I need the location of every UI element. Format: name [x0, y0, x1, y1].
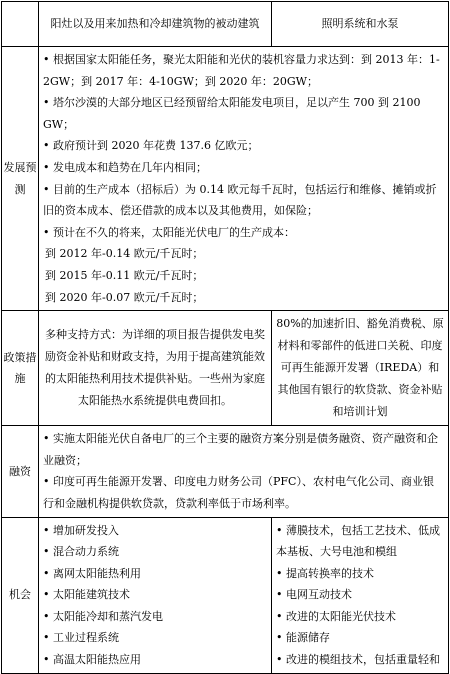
forecast-cost-line: 到 2012 年-0.14 欧元/千瓦时；	[45, 247, 204, 261]
bullet-marker: •	[43, 653, 50, 667]
bullet-marker: •	[43, 631, 50, 645]
bullet-marker: •	[43, 545, 50, 559]
opportunity-left-item	[43, 606, 267, 628]
bullet-marker: •	[276, 653, 283, 667]
forecast-cost-line: 到 2015 年-0.11 欧元/千瓦时；	[45, 268, 204, 282]
bullet-marker: •	[43, 225, 50, 239]
header-col1: 阳灶以及用来加热和冷却建筑物的被动建筑	[39, 2, 272, 47]
bullet-marker: •	[43, 432, 50, 446]
opportunity-right-item-text: 电网互动技术	[286, 588, 352, 602]
bullet-marker: •	[43, 182, 50, 196]
bullet-marker: •	[276, 566, 283, 580]
bullet-marker: •	[43, 588, 50, 602]
opportunity-left	[39, 517, 272, 673]
bullet-marker: •	[43, 566, 50, 580]
finance-item	[43, 471, 444, 514]
forecast-content	[39, 47, 449, 311]
bullet-marker: •	[43, 475, 50, 489]
policy-right: 80%的加速折旧、豁免消费税、原材料和零部件的低进口关税、印度可再生能源开发署（IREDA）和其他国有银行的软贷款、资金补贴和培训计划	[272, 311, 449, 426]
opportunity-left-item-text: 混合动力系统	[53, 545, 119, 559]
forecast-cost-line: 到 2020 年-0.07 欧元/千瓦时；	[45, 290, 204, 304]
forecast-item	[43, 157, 444, 179]
opportunity-right-item	[276, 563, 444, 585]
finance-item-text: 印度可再生能源开发署、印度电力财务公司（PFC）、农村电气化公司、商业银行和金融机构提供软贷款，贷款利率低于市场利率。	[43, 475, 434, 510]
opportunity-left-item	[43, 649, 267, 671]
opportunity-right-item	[276, 649, 444, 671]
opportunity-left-item-text: 增加研发投入	[53, 523, 119, 537]
finance-item-text: 实施太阳能光伏自备电厂的三个主要的融资方案分别是债务融资、资产融资和企业融资；	[43, 432, 438, 467]
finance-content	[39, 426, 449, 517]
bullet-marker: •	[276, 588, 283, 602]
opportunity-right-item-text: 提高转换率的技术	[286, 566, 374, 580]
bullet-marker: •	[43, 96, 50, 110]
opportunity-left-item-text: 太阳能建筑技术	[53, 588, 130, 602]
forecast-item-text: 政府预计到 2020 年花费 137.6 亿欧元；	[53, 139, 259, 153]
opportunity-left-item	[43, 520, 267, 542]
header-col2: 照明系统和水泵	[272, 2, 449, 47]
opportunity-label: 机会	[2, 517, 39, 673]
forecast-item-text: 目前的生产成本（招标后）为 0.14 欧元每千瓦时，包括运行和维修、摊销或折旧的资本成本、偿还借款的成本以及其他费用，如保险；	[43, 182, 437, 218]
forecast-item	[43, 179, 444, 222]
bullet-marker: •	[43, 53, 50, 66]
finance-label: 融资	[2, 426, 39, 517]
forecast-label: 发展预测	[2, 47, 39, 311]
opportunity-right	[272, 517, 449, 673]
policy-left: 多种支持方式：为详细的项目报告提供发电奖励资金补贴和财政支持，为用于提高建筑能效的太阳能热利用技术提供补贴。一些州为家庭太阳能热水系统提供电费回扣。	[39, 311, 272, 426]
opportunity-right-item	[276, 606, 444, 628]
forecast-item	[43, 92, 444, 135]
opportunity-row	[2, 517, 449, 673]
opportunity-left-item	[43, 627, 267, 649]
finance-item	[43, 428, 444, 471]
opportunity-right-item-text: 薄膜技术，包括工艺技术、低成本基板、大号电池和模组	[276, 523, 440, 559]
opportunity-left-item	[43, 563, 267, 585]
opportunity-left-item-text: 太阳能冷却和蒸汽发电	[53, 609, 163, 623]
policy-label: 政策措施	[2, 311, 39, 426]
finance-row	[2, 426, 449, 517]
forecast-item	[43, 222, 444, 244]
bullet-marker: •	[276, 631, 283, 645]
header-row	[2, 2, 449, 47]
forecast-row	[2, 47, 449, 311]
opportunity-left-item	[43, 584, 267, 606]
forecast-item-text: 发电成本和趋势在几年内相同；	[53, 160, 207, 174]
forecast-item-text: 根据国家太阳能任务，聚光太阳能和光伏的装机容量力求达到：到 2013 年：1-2GW；到 2017 年：4-10GW；到 2020 年：20GW；	[43, 53, 440, 88]
bullet-marker: •	[276, 523, 283, 537]
header-empty-cell	[2, 2, 39, 47]
forecast-item-text: 预计在不久的将来，太阳能光伏电厂的生产成本：	[53, 225, 295, 239]
policy-row	[2, 311, 449, 426]
opportunity-right-item-text: 改进的模组技术，包括重量轻和	[286, 653, 440, 667]
bullet-marker: •	[43, 609, 50, 623]
forecast-item-text: 塔尔沙漠的大部分地区已经预留给太阳能发电项目，足以产生 700 到 2100 GW；	[43, 96, 421, 131]
opportunity-right-item	[276, 627, 444, 649]
opportunity-left-item	[43, 541, 267, 563]
opportunity-left-item-text: 工业过程系统	[53, 631, 119, 645]
opportunity-right-item-text: 改进的太阳能光伏技术	[286, 609, 396, 623]
opportunity-right-item	[276, 584, 444, 606]
bullet-marker: •	[276, 609, 283, 623]
forecast-item	[43, 49, 444, 92]
bullet-marker: •	[43, 523, 50, 537]
solar-india-table	[1, 1, 449, 674]
forecast-item	[43, 135, 444, 157]
bullet-marker: •	[43, 139, 50, 153]
opportunity-left-item-text: 高温太阳能热应用	[53, 653, 141, 667]
bullet-marker: •	[43, 160, 50, 174]
opportunity-right-item	[276, 520, 444, 563]
opportunity-left-item-text: 离网太阳能热利用	[53, 566, 141, 580]
opportunity-right-item-text: 能源储存	[286, 631, 330, 645]
